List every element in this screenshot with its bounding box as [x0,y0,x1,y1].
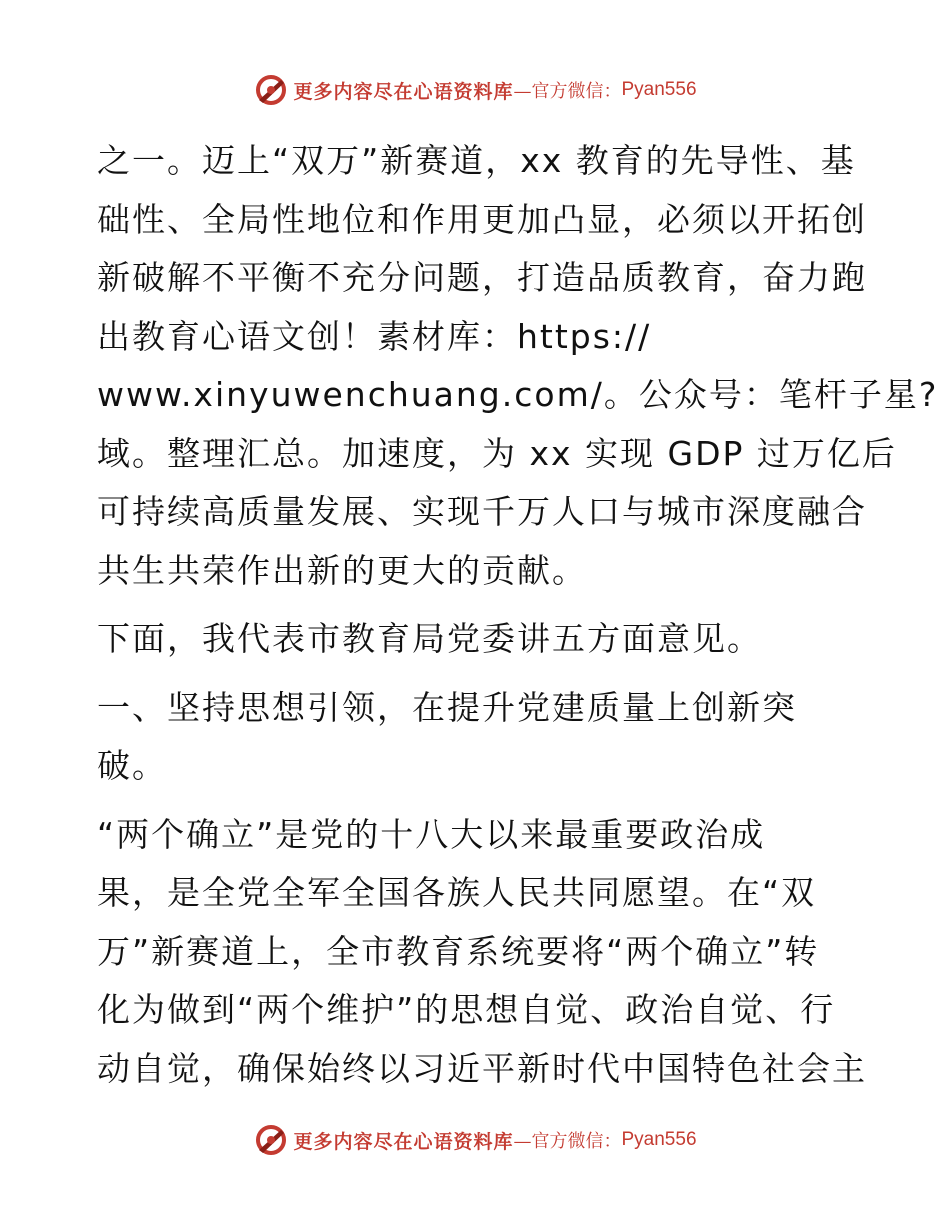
text-line: 果，是全党全军全国各族人民共同愿望。在“双 [97,873,817,912]
text-line: 可持续高质量发展、实现千万人口与城市深度融合 [97,492,867,531]
text-line: 域。整理汇总。加速度，为 xx 实现 GDP 过万亿后 [97,433,897,473]
text-line: 新破解不平衡不充分问题，打造品质教育，奋力跑 [97,258,867,297]
text-line: www.xinyuwenchuang.com/。公众号：笔杆子星? [97,375,939,414]
paragraph-1 [97,132,939,600]
text-line: “两个确立”是党的十八大以来最重要政治成 [97,814,766,854]
footer-watermark-banner [0,1120,950,1160]
text-line: 破。 [97,746,167,785]
banner-subtitle: —官方微信： [513,81,622,102]
text-line: 万”新赛道上，全市教育系统要将“两个确立”转 [97,931,820,971]
text-line: 一、坚持思想引领，在提升党建质量上创新突 [97,687,797,727]
text-line: 动自觉，确保始终以习近平新时代中国特色社会主 [97,1048,867,1088]
banner-wechat-id: Pyan556 [621,79,697,100]
text-line: 之一。迈上“双万”新赛道，xx 教育的先导性、基 [97,141,856,180]
banner-title: 更多内容尽在心语资料库 [293,80,514,103]
banner-wechat-id: Pyan556 [621,1129,697,1150]
text-line: 础性、全局性地位和作用更加凸显，必须以开拓创 [97,199,867,239]
header-watermark-banner [0,70,950,110]
text-line: 出教育心语文创！素材库：https:// [97,316,652,356]
document-body [97,132,939,1098]
paragraph-2 [97,610,867,669]
banner-subtitle: —官方微信： [513,1131,622,1152]
text-line: 共生共荣作出新的更大的贡献。 [97,550,587,590]
brand-logo-icon [253,1122,289,1158]
banner-title: 更多内容尽在心语资料库 [293,1130,514,1153]
paragraph-4 [97,806,867,1099]
section-heading-1 [97,679,867,796]
text-line: 化为做到“两个维护”的思想自觉、政治自觉、行 [97,990,836,1029]
brand-logo-icon [253,72,289,108]
text-line: 下面，我代表市教育局党委讲五方面意见。 [97,619,762,658]
